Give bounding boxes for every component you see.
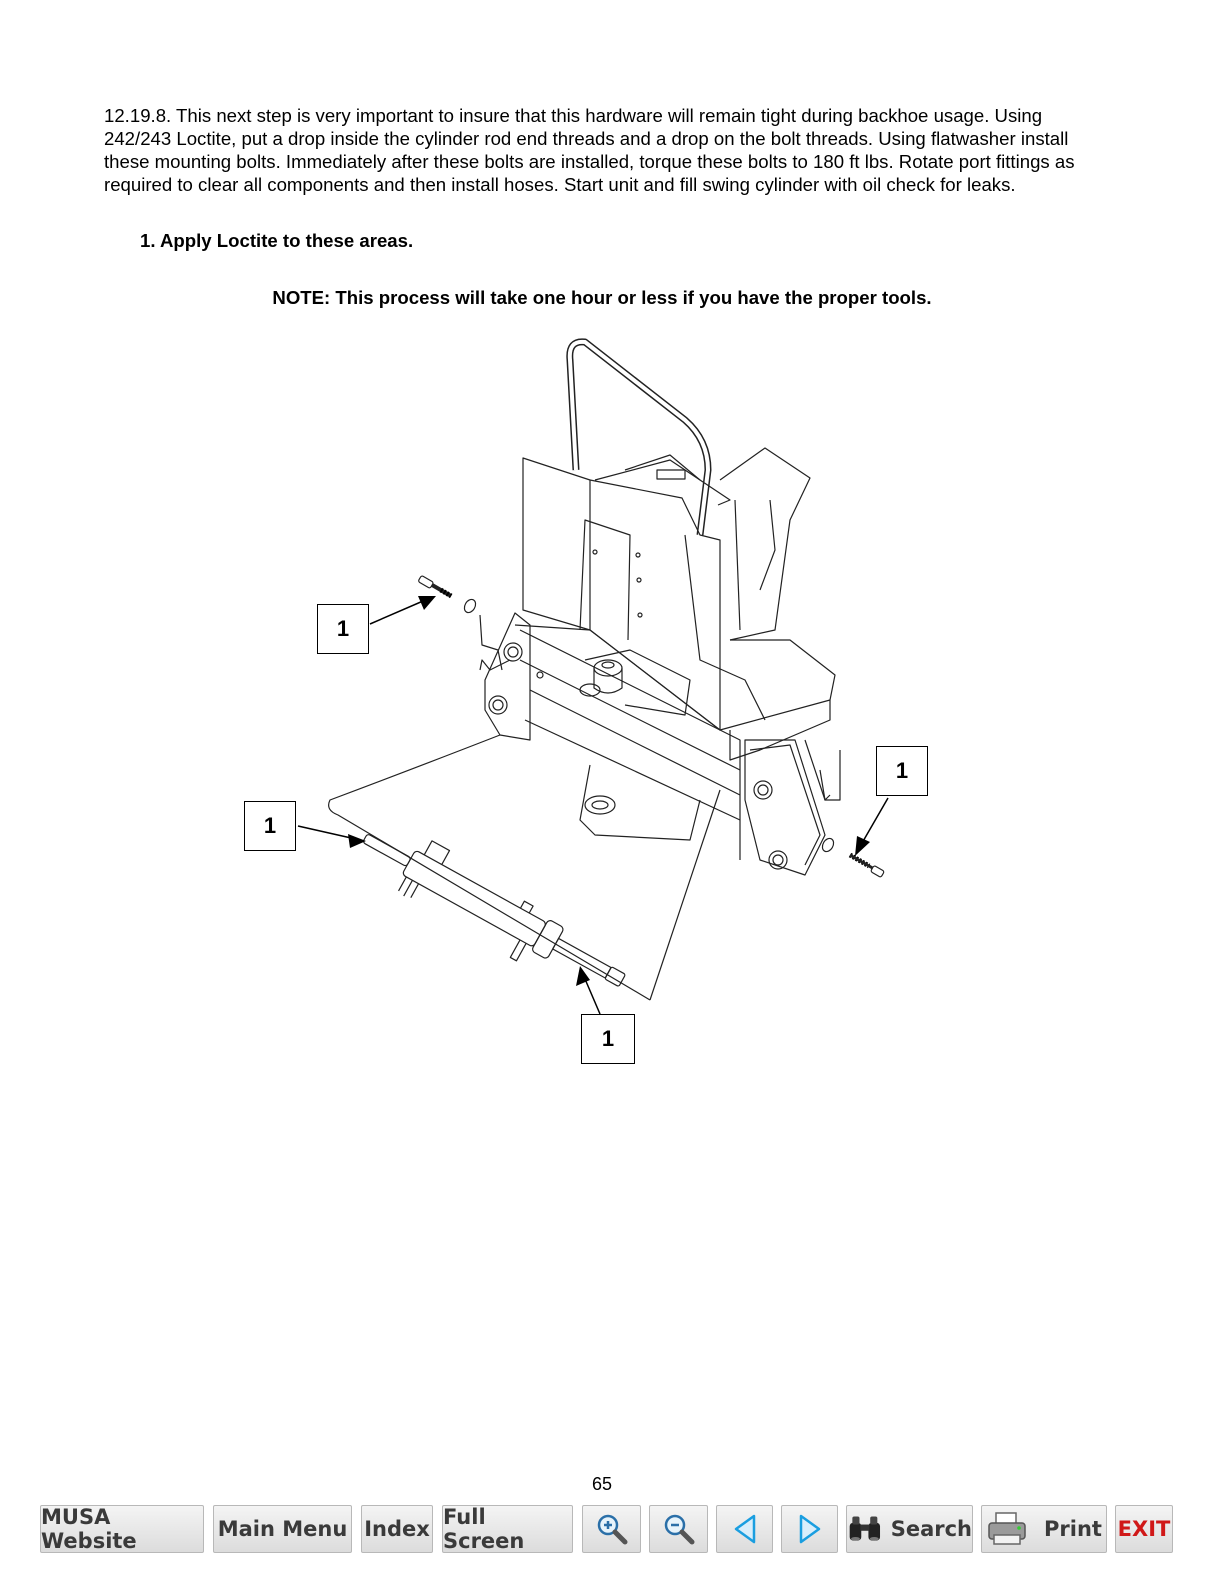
zoom-in-button[interactable] bbox=[582, 1505, 641, 1553]
full-screen-label: Full Screen bbox=[443, 1505, 525, 1553]
search-button[interactable] bbox=[846, 1505, 973, 1553]
zoom-out-icon bbox=[662, 1512, 696, 1546]
main-menu-label: Main Menu bbox=[217, 1517, 348, 1541]
callout-left: 1 bbox=[244, 801, 296, 851]
musa-website-label: MUSA Website bbox=[41, 1505, 137, 1553]
index-label: Index bbox=[364, 1517, 430, 1541]
exit-button[interactable] bbox=[1115, 1505, 1173, 1553]
callout-right: 1 bbox=[876, 746, 928, 796]
zoom-out-button[interactable] bbox=[649, 1505, 708, 1553]
binoculars-icon bbox=[847, 1512, 883, 1546]
print-button[interactable] bbox=[981, 1505, 1107, 1553]
printer-icon bbox=[986, 1511, 1030, 1547]
full-screen-button[interactable] bbox=[442, 1505, 573, 1553]
index-button[interactable] bbox=[361, 1505, 433, 1553]
musa-website-button[interactable] bbox=[40, 1505, 204, 1553]
instruction-paragraph: 12.19.8. This next step is very important to insure that this hardware will remain tight during backhoe usage. Using 242/243 Loctite, put a drop inside the cylinder rod end threads and a drop on the bolt threads. Using flatwasher install these mounting bolts. Immediately after these bolts are installed, torque these bolts to 180 ft lbs. Rotate port fittings as required to clear all components and then install hoses. Start unit and fill swing cylinder with oil check for leaks. bbox=[104, 105, 1075, 195]
exit-label: EXIT bbox=[1117, 1517, 1171, 1541]
next-page-button[interactable] bbox=[781, 1505, 838, 1553]
triangle-right-icon bbox=[797, 1513, 823, 1545]
note-text: NOTE: This process will take one hour or less if you have the proper tools. bbox=[272, 287, 932, 308]
page-number: 65 bbox=[591, 1474, 613, 1494]
step-1-text: 1. Apply Loctite to these areas. bbox=[140, 230, 414, 251]
callout-upper-left: 1 bbox=[317, 604, 369, 654]
backhoe-mount-drawing bbox=[230, 330, 950, 1070]
main-menu-button[interactable] bbox=[213, 1505, 352, 1553]
zoom-in-icon bbox=[595, 1512, 629, 1546]
print-label: Print bbox=[1044, 1517, 1102, 1541]
triangle-left-icon bbox=[732, 1513, 758, 1545]
search-label: Search bbox=[890, 1517, 972, 1541]
previous-page-button[interactable] bbox=[716, 1505, 773, 1553]
backhoe-mount-diagram bbox=[230, 330, 950, 1070]
callout-bottom: 1 bbox=[581, 1014, 635, 1064]
